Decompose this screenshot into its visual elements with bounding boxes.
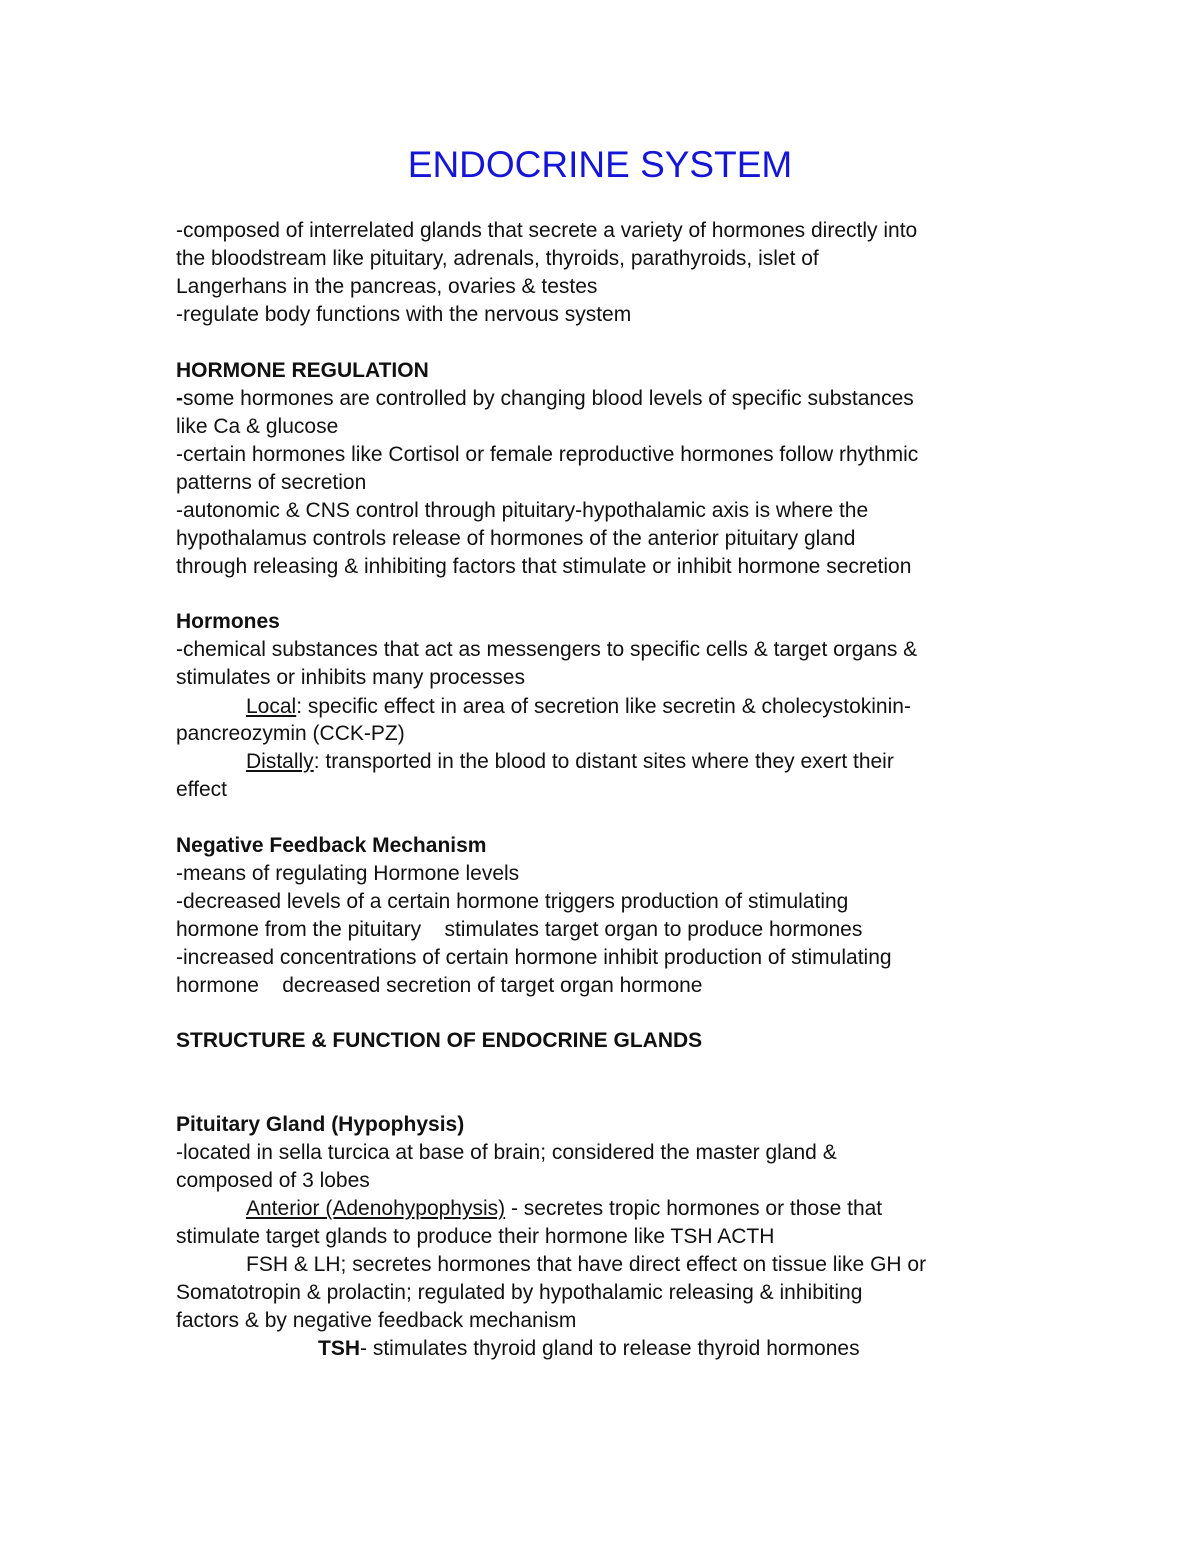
definition-text: - stimulates thyroid gland to release thyroid hormones xyxy=(360,1337,860,1360)
paragraph-line: FSH & LH; secretes hormones that have direct effect on tissue like GH or xyxy=(246,1253,927,1276)
paragraph-line: composed of 3 lobes xyxy=(176,1169,370,1192)
term-tsh: TSH xyxy=(318,1337,360,1360)
section-heading-hormone-regulation: HORMONE REGULATION xyxy=(176,359,429,382)
paragraph-line: effect xyxy=(176,778,227,801)
paragraph-line: -located in sella turcica at base of brain; considered the master gland & xyxy=(176,1141,837,1164)
definition-text: : transported in the blood to distant sites where they exert their xyxy=(313,750,894,773)
definition-local xyxy=(246,693,1146,721)
paragraph-line: hypothalamus controls release of hormones of the anterior pituitary gland xyxy=(176,527,856,550)
document-title: ENDOCRINE SYSTEM xyxy=(407,144,793,185)
paragraph-line: stimulate target glands to produce their hormone like TSH ACTH xyxy=(176,1225,775,1248)
paragraph-line: -means of regulating Hormone levels xyxy=(176,862,520,885)
paragraph-line: factors & by negative feedback mechanism xyxy=(176,1309,577,1332)
paragraph-line: Somatotropin & prolactin; regulated by hypothalamic releasing & inhibiting xyxy=(176,1281,863,1304)
intro-line: Langerhans in the pancreas, ovaries & testes xyxy=(176,275,598,298)
paragraph-line: -increased concentrations of certain hormone inhibit production of stimulating xyxy=(176,946,892,969)
paragraph-line: through releasing & inhibiting factors that stimulate or inhibit hormone secretion xyxy=(176,555,912,578)
intro-line: -composed of interrelated glands that secrete a variety of hormones directly into xyxy=(176,219,918,242)
paragraph-line: like Ca & glucose xyxy=(176,415,339,438)
paragraph-line: -certain hormones like Cortisol or female reproductive hormones follow rhythmic xyxy=(176,443,919,466)
paragraph-line: pancreozymin (CCK-PZ) xyxy=(176,722,405,745)
paragraph-line: -chemical substances that act as messengers to specific cells & target organs & xyxy=(176,638,918,661)
paragraph-line xyxy=(176,385,1076,413)
definition-text: : specific effect in area of secretion like secretin & cholecystokinin- xyxy=(296,695,911,718)
intro-line: the bloodstream like pituitary, adrenals, thyroids, parathyroids, islet of xyxy=(176,247,819,270)
paragraph-line: -decreased levels of a certain hormone triggers production of stimulating xyxy=(176,890,849,913)
paragraph-line: hormone from the pituitary stimulates target organ to produce hormones xyxy=(176,918,863,941)
paragraph-line: hormone decreased secretion of target organ hormone xyxy=(176,974,703,997)
term-local: Local xyxy=(246,695,297,718)
definition-tsh xyxy=(318,1335,1200,1363)
definition-anterior xyxy=(246,1195,1146,1223)
intro-line: -regulate body functions with the nervous system xyxy=(176,303,632,326)
definition-text: - secretes tropic hormones or those that xyxy=(505,1197,883,1220)
section-heading-pituitary: Pituitary Gland (Hypophysis) xyxy=(176,1113,465,1136)
term-distally: Distally xyxy=(246,750,314,773)
line-text: some hormones are controlled by changing blood levels of specific substances xyxy=(183,387,914,410)
bold-dash: - xyxy=(176,387,183,410)
section-heading-negative-feedback: Negative Feedback Mechanism xyxy=(176,834,487,857)
definition-distally xyxy=(246,748,1146,776)
paragraph-line: stimulates or inhibits many processes xyxy=(176,666,525,689)
paragraph-line: patterns of secretion xyxy=(176,471,367,494)
term-anterior: Anterior (Adenohypophysis) xyxy=(246,1197,506,1220)
section-heading-hormones: Hormones xyxy=(176,610,280,633)
section-heading-structure-function: STRUCTURE & FUNCTION OF ENDOCRINE GLANDS xyxy=(176,1029,703,1052)
paragraph-line: -autonomic & CNS control through pituitary-hypothalamic axis is where the xyxy=(176,499,869,522)
